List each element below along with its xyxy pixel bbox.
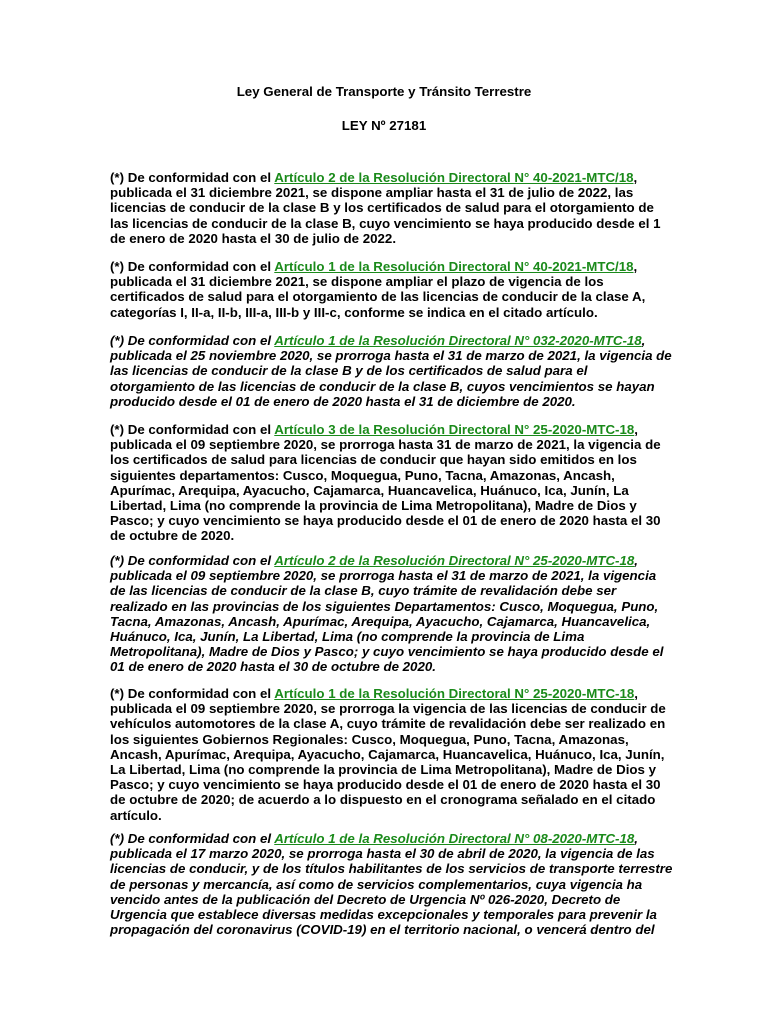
resolution-link[interactable]: Artículo 1 de la Resolución Directoral N° 25-2020-MTC-18 [274, 686, 635, 701]
paragraph-line: categorías I, II-a, II-b, III-a, III-b y III-c, conforme se indica en el citado artículo. [110, 304, 598, 320]
paragraph-line: Tacna, Amazonas, Ancash, Apurímac, Arequipa, Ayacucho, Cajamarca, Huancavelica, [110, 613, 651, 629]
paragraph-line [110, 686, 670, 701]
note-paragraph [110, 422, 670, 544]
paragraph-line: Urgencia que establece diversas medidas excepcionales y temporales para prevenir la [110, 907, 657, 923]
line-prefix-text: (*) De conformidad con el [110, 170, 275, 185]
paragraph-line: publicada el 25 noviembre 2020, se prorroga hasta el 31 de marzo de 2021, la vigencia de [110, 348, 672, 364]
resolution-link[interactable]: Artículo 2 de la Resolución Directoral N° 40-2021-MTC/18 [274, 170, 634, 185]
line-suffix-text: , [641, 333, 646, 348]
law-number: LEY Nº 27181 [341, 118, 427, 133]
paragraph-line: Pasco; y cuyo vencimiento se haya producido desde el 01 de enero de 2020 hasta el 30 [110, 513, 661, 529]
paragraph-line: Pasco; y cuyo vencimiento se haya producido desde el 01 de enero de 2020 hasta el 30 [110, 777, 661, 793]
paragraph-line: de octubre de 2020. [110, 528, 235, 544]
paragraph-line: Huánuco, Ica, Junín, La Libertad, Lima (no comprende la provincia de Lima [110, 629, 585, 645]
paragraph-line: los siguientes Gobiernos Regionales: Cusco, Moquegua, Puno, Tacna, Amazonas, [110, 731, 629, 747]
paragraph-line: siguientes departamentos: Cusco, Moquegua, Puno, Tacna, Amazonas, Ancash, [110, 467, 615, 483]
paragraph-line: realizado en las provincias de los siguientes Departamentos: Cusco, Moquegua, Puno, [110, 598, 659, 614]
note-paragraph [110, 831, 673, 938]
line-prefix-text: (*) De conformidad con el [110, 831, 275, 846]
paragraph-line: licencias de conducir, y de los títulos habilitantes de los servicios de transporte terrestre [110, 861, 673, 877]
note-paragraph [110, 333, 670, 409]
paragraph-line [110, 170, 670, 185]
paragraph-line: artículo. [110, 807, 162, 823]
line-suffix-text: , [634, 422, 638, 437]
note-paragraph [110, 259, 670, 320]
paragraph-line: publicada el 17 marzo 2020, se prorroga hasta el 30 de abril de 2020, la vigencia de las [110, 846, 655, 862]
paragraph-line: 01 de enero de 2020 hasta el 30 de octubre de 2020. [110, 659, 436, 675]
note-paragraph [110, 553, 670, 675]
line-prefix-text: (*) De conformidad con el [110, 553, 275, 568]
paragraph-line: publicada el 09 septiembre 2020, se prorroga la vigencia de las licencias de conducir de [110, 701, 666, 717]
document-title: Ley General de Transporte y Tránsito Terrestre [236, 84, 532, 99]
paragraph-line: Ancash, Apurímac, Arequipa, Ayacucho, Cajamarca, Huancavelica, Huánuco, Ica, Junín, [110, 746, 665, 762]
note-paragraph [110, 686, 670, 823]
paragraph-line: licencias de conducir de la clase B y los certificados de salud para el otorgamiento de [110, 200, 654, 216]
line-prefix-text: (*) De conformidad con el [110, 259, 275, 274]
paragraph-line: producido desde el 01 de enero de 2020 hasta el 31 de diciembre de 2020. [110, 393, 576, 409]
paragraph-line: vencido antes de la publicación del Decreto de Urgencia Nº 026-2020, Decreto de [110, 891, 621, 907]
line-suffix-text: , [634, 686, 638, 701]
note-paragraph [110, 170, 670, 246]
paragraph-line: publicada el 09 septiembre 2020, se prorroga hasta el 31 de marzo de 2021, la vigencia [110, 568, 657, 584]
paragraph-line: publicada el 31 diciembre 2021, se dispone ampliar el plazo de vigencia de los [110, 274, 604, 290]
paragraph-line [110, 333, 670, 348]
paragraph-line: Apurímac, Arequipa, Ayacucho, Cajamarca, Huancavelica, Huánuco, Ica, Junín, La [110, 482, 629, 498]
resolution-link[interactable]: Artículo 1 de la Resolución Directoral N° 032-2020-MTC-18 [274, 333, 642, 348]
paragraph-line: de las licencias de conducir de la clase B, cuyo trámite de revalidación debe ser [110, 583, 617, 599]
paragraph-line [110, 831, 670, 846]
line-prefix-text: (*) De conformidad con el [110, 422, 275, 437]
paragraph-line: propagación del coronavirus (COVID-19) en el territorio nacional, o vencerá dentro del [110, 922, 655, 938]
paragraph-line: vehículos automotores de la clase A, cuyo trámite de revalidación debe ser realizado en [110, 716, 666, 732]
line-prefix-text: (*) De conformidad con el [110, 686, 275, 701]
resolution-link[interactable]: Artículo 3 de la Resolución Directoral N° 25-2020-MTC-18 [274, 422, 635, 437]
paragraph-line: los certificados de salud para licencias de conducir que hayan sido emitidos en los [110, 452, 637, 468]
paragraph-line: otorgamiento de las licencias de conducir de la clase B, cuyos vencimientos se hayan [110, 378, 655, 394]
paragraph-line [110, 259, 670, 274]
line-suffix-text: , [634, 831, 638, 846]
paragraph-line: de octubre de 2020; de acuerdo a lo dispuesto en el cronograma señalado en el citado [110, 792, 656, 808]
paragraph-line: las licencias de conducir de la clase B y de los certificados de salud para el [110, 363, 588, 379]
paragraph-line: certificados de salud para el otorgamiento de las licencias de conducir de la clase A, [110, 289, 646, 305]
paragraph-line: publicada el 09 septiembre 2020, se prorroga hasta 31 de marzo de 2021, la vigencia de [110, 437, 661, 453]
line-prefix-text: (*) De conformidad con el [110, 333, 275, 348]
resolution-link[interactable]: Artículo 2 de la Resolución Directoral N° 25-2020-MTC-18 [274, 553, 635, 568]
paragraph-line: publicada el 31 diciembre 2021, se dispone ampliar hasta el 31 de julio de 2022, las [110, 185, 634, 201]
resolution-link[interactable]: Artículo 1 de la Resolución Directoral N° 08-2020-MTC-18 [274, 831, 635, 846]
paragraph-line: Metropolitana), Madre de Dios y Pasco; y cuyo vencimiento se haya producido desde el [110, 644, 664, 660]
paragraph-line: de enero de 2020 hasta el 30 de julio de 2022. [110, 230, 397, 246]
paragraph-line [110, 553, 670, 568]
resolution-link[interactable]: Artículo 1 de la Resolución Directoral N° 40-2021-MTC/18 [274, 259, 634, 274]
line-suffix-text: , [633, 259, 638, 274]
line-suffix-text: , [634, 553, 638, 568]
paragraph-line: La Libertad, Lima (no comprende la provincia de Lima Metropolitana), Madre de Dios y [110, 762, 657, 778]
paragraph-line [110, 422, 670, 437]
paragraph-line: las licencias de conducir de la clase B, cuyo vencimiento se haya producido desde el 1 [110, 215, 661, 231]
paragraph-line: Libertad, Lima (no comprende la provincia de Lima Metropolitana), Madre de Dios y [110, 498, 637, 514]
line-suffix-text: , [633, 170, 638, 185]
paragraph-line: de personas y mercancía, así como de servicios complementarios, cuya vigencia ha [110, 876, 643, 892]
